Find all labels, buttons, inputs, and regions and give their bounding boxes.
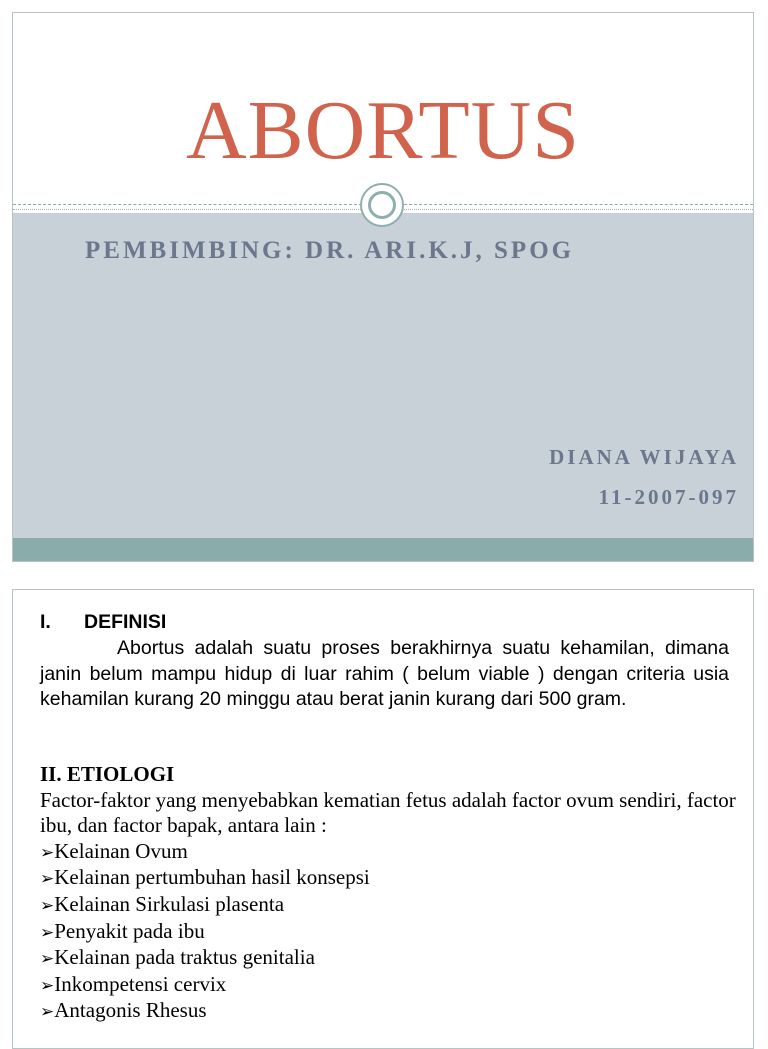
etiology-section	[40, 762, 740, 1025]
title-slide	[12, 12, 754, 562]
content-slide	[12, 589, 754, 1049]
author-id: 11-2007-097	[598, 485, 739, 509]
supervisor-subtitle: PEMBIMBING: DR. ARI.K.J, SPOG	[85, 237, 575, 264]
section-number: I.	[40, 611, 51, 633]
list-item: ➢ Antagonis Rhesus	[40, 998, 740, 1025]
footer-bar	[13, 538, 753, 562]
section-heading-definisi	[40, 610, 729, 636]
slide-title: ABORTUS	[185, 84, 581, 177]
list-item: ➢ Kelainan Ovum	[40, 839, 740, 866]
list-item: ➢ Penyakit pada ibu	[40, 919, 740, 946]
definition-paragraph: Abortus adalah suatu proses berakhirnya suatu kehamilan, dimana janin belum mampu hidup di luar rahim ( belum viable ) dengan criteria usia kehamilan kurang 20 minggu atau berat janin kurang dari 500 gram.	[40, 636, 729, 711]
list-item: ➢ Inkompetensi cervix	[40, 972, 740, 999]
section-heading-etiologi: II. ETIOLOGI	[40, 762, 175, 786]
author-block	[549, 437, 739, 517]
list-item: ➢ Kelainan pada traktus genitalia	[40, 945, 740, 972]
definition-section	[40, 610, 729, 713]
list-item: ➢ Kelainan pertumbuhan hasil konsepsi	[40, 865, 740, 892]
author-name: DIANA WIJAYA	[549, 445, 739, 469]
etiology-list	[40, 839, 740, 1025]
circle-ornament-icon	[360, 183, 404, 227]
list-item: ➢ Kelainan Sirkulasi plasenta	[40, 892, 740, 919]
etiology-intro: Factor-faktor yang menyebabkan kematian fetus adalah factor ovum sendiri, factor ibu, dan factor bapak, antara lain :	[40, 787, 736, 838]
section-title: DEFINISI	[84, 611, 167, 633]
